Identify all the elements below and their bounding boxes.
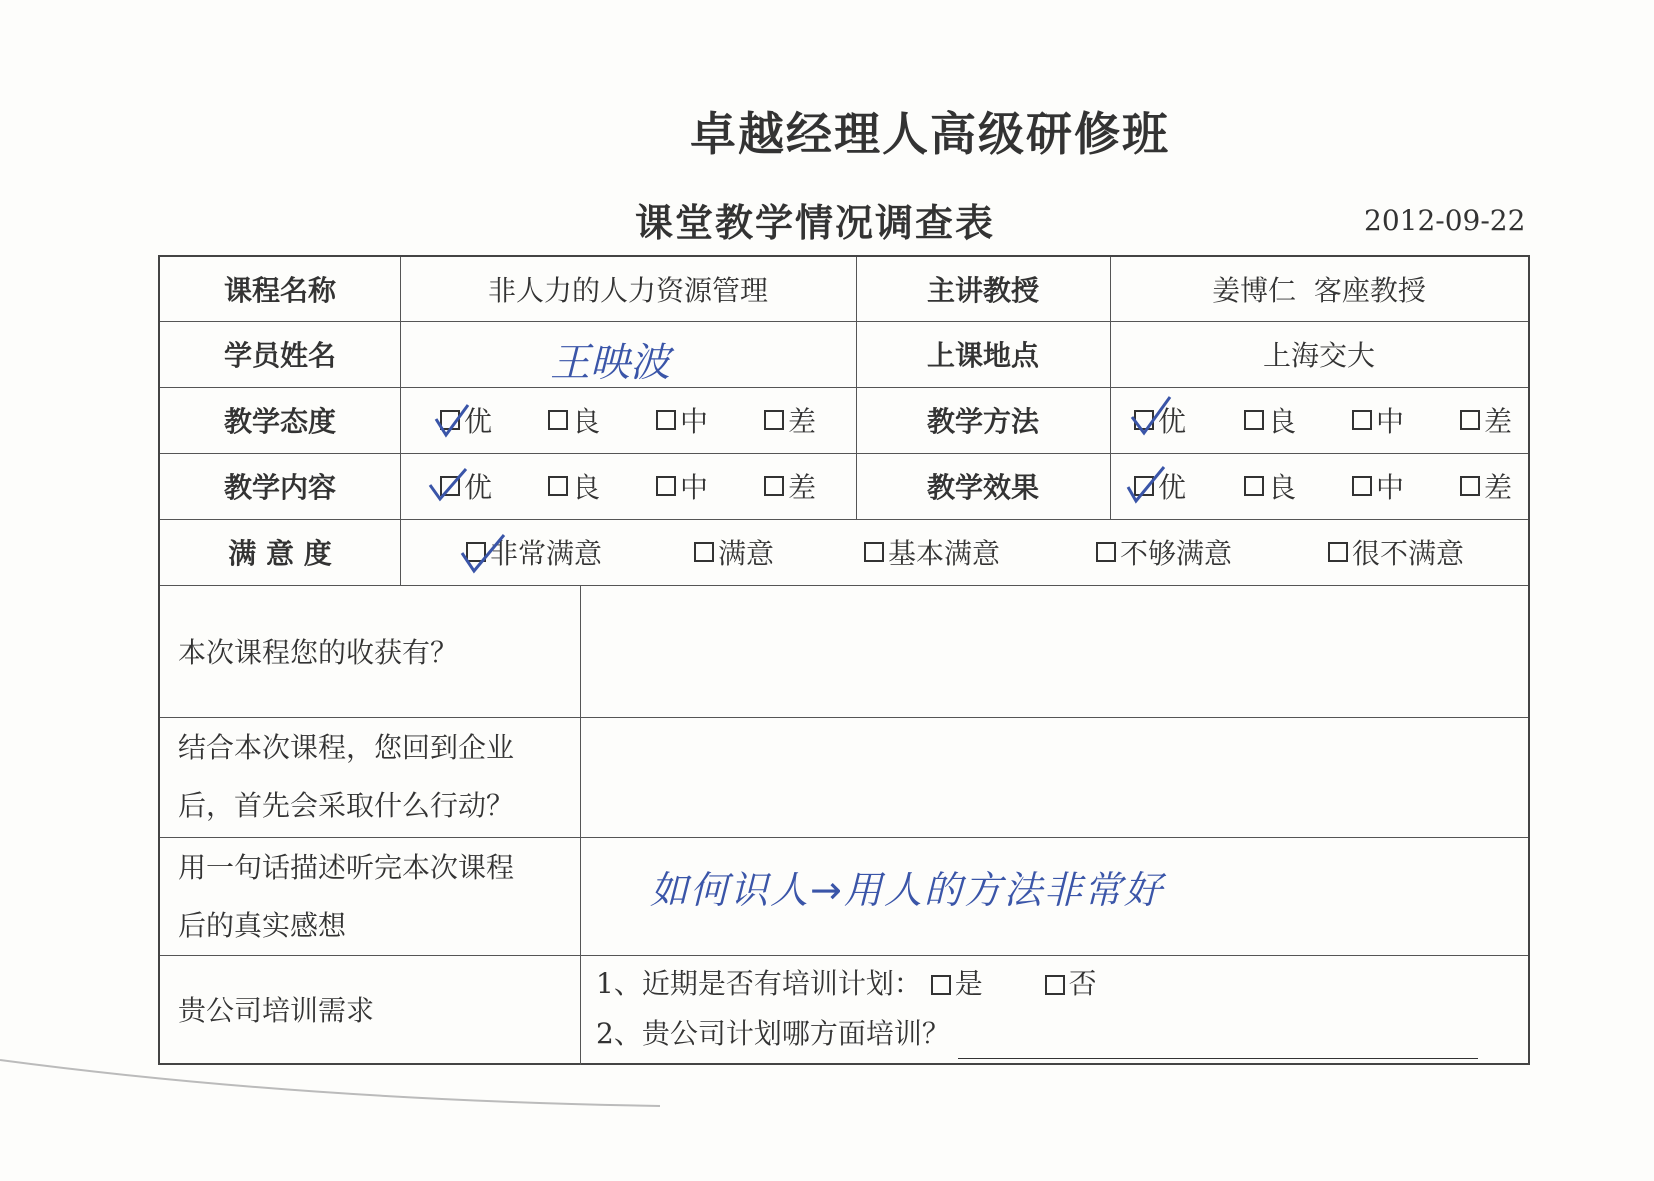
survey-table	[158, 255, 1530, 1065]
checkbox-icon	[1244, 476, 1264, 496]
checkbox-icon	[548, 476, 568, 496]
location-value: 上海交大	[1262, 339, 1375, 372]
question-feeling-line2: 后的真实感想	[178, 909, 347, 942]
checkbox-icon	[1328, 542, 1348, 562]
checkbox-icon	[931, 975, 951, 995]
handwritten-check-icon	[432, 401, 472, 441]
student-name-label: 学员姓名	[223, 339, 336, 372]
page-title: 卓越经理人高级研修班	[690, 107, 1170, 161]
satisfaction-option-basically-satisfied[interactable]: 基本满意	[864, 519, 1000, 585]
question-action	[160, 717, 580, 837]
checkbox-icon	[764, 410, 784, 430]
satisfaction-options	[400, 519, 1528, 585]
checkbox-icon	[694, 542, 714, 562]
form-date: 2012-09-22	[1364, 204, 1526, 237]
form-subtitle: 课堂教学情况调查表	[635, 201, 996, 245]
question-action-line1: 结合本次课程，您回到企业	[178, 731, 515, 764]
training-plan-yes[interactable]: 是	[931, 967, 983, 1000]
attitude-option-excellent[interactable]: 优	[440, 387, 492, 453]
course-name-value: 非人力的人力资源管理	[487, 274, 768, 307]
checkbox-icon	[1096, 542, 1116, 562]
method-option-good[interactable]: 良	[1244, 387, 1296, 453]
lecturer-label: 主讲教授	[926, 274, 1039, 307]
teaching-effect-options	[1110, 453, 1528, 519]
content-option-good[interactable]: 良	[548, 453, 600, 519]
method-option-average[interactable]: 中	[1352, 387, 1404, 453]
satisfaction-option-very-unsatisfied[interactable]: 很不满意	[1328, 519, 1464, 585]
training-plan-no[interactable]: 否	[1045, 967, 1097, 1000]
answer-feeling-handwriting: 如何识人→用人的方法非常好	[650, 868, 1164, 912]
teaching-effect-label: 教学效果	[926, 471, 1039, 504]
checkbox-icon	[1460, 410, 1480, 430]
training-plan-row	[596, 959, 1478, 1009]
training-area-row	[596, 1009, 1478, 1059]
checkbox-icon	[656, 410, 676, 430]
method-option-poor[interactable]: 差	[1460, 387, 1512, 453]
training-area-question: 2、贵公司计划哪方面培训？	[596, 1017, 950, 1050]
answer-action-field[interactable]	[580, 717, 1528, 837]
checkbox-icon	[864, 542, 884, 562]
student-name-cell[interactable]	[400, 321, 856, 387]
content-option-average[interactable]: 中	[656, 453, 708, 519]
attitude-option-average[interactable]: 中	[656, 387, 708, 453]
handwritten-check-icon	[1128, 393, 1174, 439]
question-training-needs-text: 贵公司培训需求	[178, 994, 375, 1027]
method-option-excellent[interactable]: 优	[1134, 387, 1186, 453]
teaching-content-options	[400, 453, 856, 519]
teaching-attitude-options	[400, 387, 856, 453]
satisfaction-option-not-satisfied[interactable]: 不够满意	[1096, 519, 1232, 585]
handwritten-check-icon	[458, 531, 508, 577]
answer-feeling-field[interactable]	[580, 837, 1528, 955]
checkbox-icon	[548, 410, 568, 430]
teaching-content-label: 教学内容	[223, 471, 336, 504]
effect-option-good[interactable]: 良	[1244, 453, 1296, 519]
question-gains	[160, 585, 580, 717]
paper-edge-shadow	[0, 1040, 700, 1120]
location-label: 上课地点	[926, 339, 1039, 372]
question-feeling	[160, 837, 580, 955]
effect-option-excellent[interactable]: 优	[1134, 453, 1186, 519]
effect-option-average[interactable]: 中	[1352, 453, 1404, 519]
teaching-method-options	[1110, 387, 1528, 453]
training-needs-answers	[580, 955, 1528, 1063]
checkbox-icon	[1244, 410, 1264, 430]
satisfaction-option-satisfied[interactable]: 满意	[694, 519, 774, 585]
training-area-input-line[interactable]	[958, 1032, 1478, 1059]
question-action-line2: 后，首先会采取什么行动？	[178, 789, 515, 822]
student-name-handwriting: 王映波	[550, 340, 670, 386]
effect-option-poor[interactable]: 差	[1460, 453, 1512, 519]
checkbox-icon	[1352, 410, 1372, 430]
checkbox-icon	[1460, 476, 1480, 496]
answer-gains-field[interactable]	[580, 585, 1528, 717]
checkbox-icon	[1045, 975, 1065, 995]
question-gains-text: 本次课程您的收获有？	[178, 636, 459, 669]
teaching-method-label: 教学方法	[926, 405, 1039, 438]
attitude-option-good[interactable]: 良	[548, 387, 600, 453]
checkbox-icon	[656, 476, 676, 496]
content-option-poor[interactable]: 差	[764, 453, 816, 519]
handwritten-check-icon	[426, 465, 470, 505]
satisfaction-option-very-satisfied[interactable]: 非常满意	[466, 519, 602, 585]
satisfaction-label: 满 意 度	[228, 537, 332, 570]
training-plan-question: 1、近期是否有培训计划：	[596, 967, 922, 1000]
teaching-attitude-label: 教学态度	[223, 405, 336, 438]
question-feeling-line1: 用一句话描述听完本次课程	[178, 851, 515, 884]
checkbox-icon	[764, 476, 784, 496]
handwritten-check-icon	[1124, 463, 1168, 507]
course-name-label: 课程名称	[223, 274, 336, 307]
attitude-option-poor[interactable]: 差	[764, 387, 816, 453]
checkbox-icon	[1352, 476, 1372, 496]
content-option-excellent[interactable]: 优	[440, 453, 492, 519]
lecturer-value: 姜博仁 客座教授	[1212, 274, 1426, 307]
